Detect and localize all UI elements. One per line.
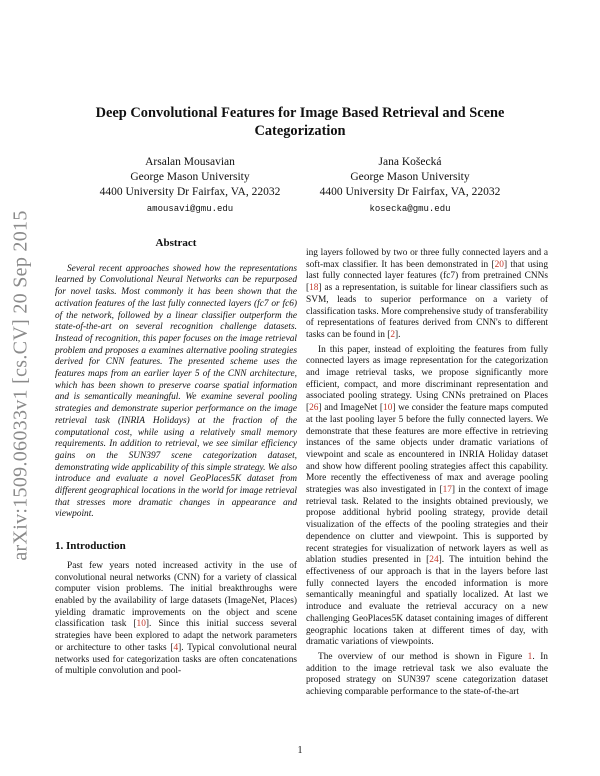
figure-link[interactable]: 1 <box>527 651 533 662</box>
citation-link[interactable]: 10 <box>136 619 146 630</box>
section-heading: 1. Introduction <box>55 540 126 553</box>
intro-paragraph: Past few years noted increased activity in the use of convolutional neural networks (CNN) for a variety of classical computer vision problems. The initial breakthroughs were enabled by the availability of large datasets (ImageNet, Places) yielding dramatic improvements on the object and scene classification task [10]. Since this initial success several strategies have been explored to adapt the network parameters or architecture to other tasks [4]. Typical convolutional neural networks used for categorization tasks are often concatenations of multiple convolution and pool- <box>55 560 297 677</box>
citation-link[interactable]: 26 <box>309 403 319 414</box>
author-address: 4400 University Dr Fairfax, VA, 22032 <box>99 186 281 198</box>
author-email: amousavi@gmu.edu <box>146 204 234 214</box>
abstract-heading: Abstract <box>155 237 197 249</box>
left-column <box>55 238 297 678</box>
author-block <box>0 155 600 215</box>
abstract-text: Several recent approaches showed how the representations learned by Convolutional Neural Networks can be repurposed for novel tasks. Most commonly it has been shown that the activation features of the last fully connected layers (fc7 or fc6) of the network, followed by a linear classifier outperform the state-of-the-art on several recognition challenge datasets. Instead of recognition, this paper focuses on the image retrieval problem and proposes a examines alternative pooling strategies derived for CNN features. The presented scheme uses the features maps from an earlier layer 5 of the CNN architecture, which has been shown to preserve coarse spatial information and is semantically meaningful. We examine several pooling strategies and demonstrate superior performance on the image retrieval task (INRIA Holidays) at the fraction of the computational cost, while using a relatively small memory requirements. In addition to retrieval, we see similar efficiency gains on the SUN397 scene categorization dataset, demonstrating wide applicability of this simple strategy. We also introduce and evaluate a novel GeoPlaces5K dataset from different geographical locations in the world for image retrieval that stresses more dramatic changes in appearance and viewpoint. <box>55 263 297 520</box>
citation-link[interactable]: 20 <box>494 259 504 270</box>
author-affiliation: George Mason University <box>130 171 250 183</box>
page-number: 1 <box>297 745 303 756</box>
body-paragraph: In this paper, instead of exploiting the features from fully connected layers as image representation for the categorization and image retrieval tasks, we propose significantly more efficient, compact, and more discriminant representation and associated pooling strategy. Using CNNs pretrained on Places [26] and ImageNet [10] we consider the feature maps computed at the last pooling layer 5 before the fully connected layers. We demonstrate that these features are more effective in retrieving instances of the same objects under dramatic variations of viewpoint and scale as encountered in INRIA Holiday dataset and show how different pooling strategies affect this capability. More recently the effectiveness of max and average pooling strategies was also investigated in [17] in the context of image retrieval task. Related to the insights obtained previously, we propose additional hybrid pooling strategy, provide detail visualization of the effects of the pooling strategies and their dependence on clutter and viewpoint. This is supported by recent strategies for visualization of network layers as well as ablation studies presented in [24]. The intuition behind the effectiveness of our approach is that in the layers before last fully connected layers the encoded information is more semantically meaningful and spatially localized. At last we introduce and evaluate the retrieval accuracy on a new challenging GeoPlaces5K dataset containing images of different geographic locations taken at different times of day, with dramatic variations of viewpoints. <box>306 344 549 648</box>
citation-link[interactable]: 24 <box>429 555 439 566</box>
citation-link[interactable]: 17 <box>442 485 452 496</box>
arxiv-identifier-stamp <box>8 180 34 590</box>
author-2 <box>300 155 520 217</box>
body-paragraph: ing layers followed by two or three fully connected layers and a soft-max classifier. It has been demonstrated in [20] that using last fully connected layer features (fc7) from pretrained CNNs [18] as a representation, is suitable for linear classifiers such as SVM, leads to superior performance on a variety of classification tasks. More comprehensive study of transferability of representations of features derived from CNN's to different tasks can be found in [2]. <box>306 248 548 340</box>
author-address: 4400 University Dr Fairfax, VA, 22032 <box>319 186 501 198</box>
citation-link[interactable]: 2 <box>390 329 396 340</box>
right-column <box>306 248 548 699</box>
author-affiliation: George Mason University <box>350 171 470 183</box>
arxiv-id-text: arXiv:1509.06033v1 [cs.CV] 20 Sep 2015 <box>9 209 32 561</box>
paper-title: Deep Convolutional Features for Image Based Retrieval and Scene Categorization <box>95 105 505 139</box>
citation-link[interactable]: 4 <box>173 642 179 653</box>
citation-link[interactable]: 18 <box>309 283 319 294</box>
author-name: Arsalan Mousavian <box>145 156 235 168</box>
author-name: Jana Košecká <box>378 156 442 168</box>
citation-link[interactable]: 10 <box>383 403 393 414</box>
author-1 <box>80 155 300 217</box>
body-paragraph: The overview of our method is shown in Figure 1. In addition to the image retrieval task we also evaluate the proposed strategy on SUN397 scene categorization dataset achieving comparable performance to the state-of-the-art <box>306 651 548 698</box>
author-email: kosecka@gmu.edu <box>369 204 451 214</box>
